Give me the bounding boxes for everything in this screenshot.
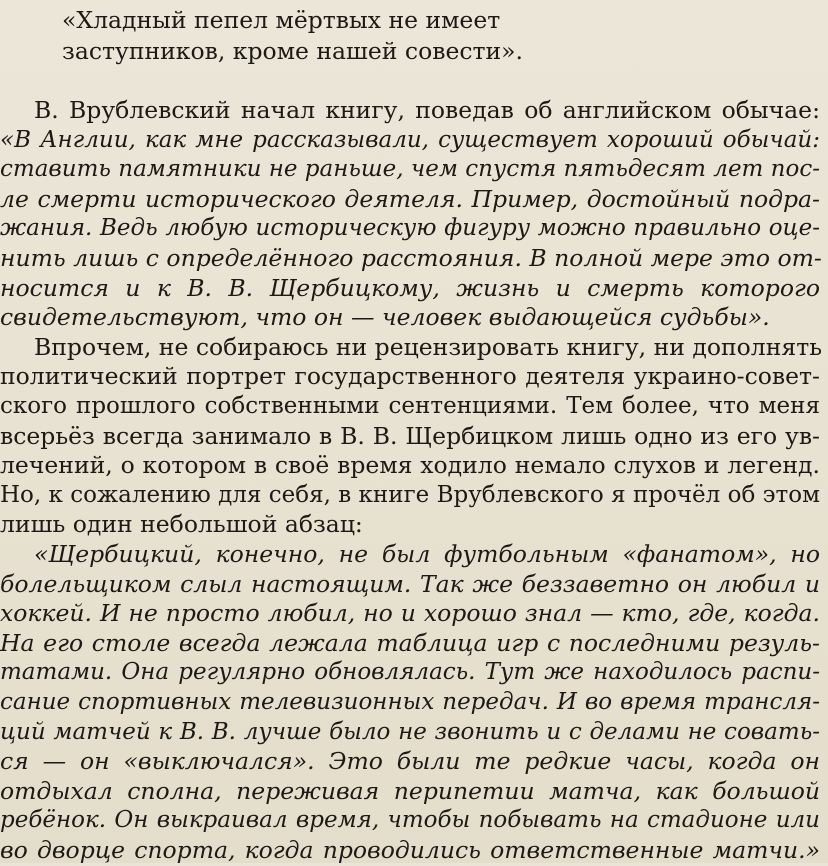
text-line (0, 597, 828, 629)
text-line (0, 242, 828, 274)
text-line-content: заступников, кроме нашей совести». (62, 37, 524, 65)
text-line-content: ле смерти исторического деятеля. Пример, достойный подра- (0, 184, 820, 213)
text-line-content: носится и к В. В. Щербицкому, жизнь и смерть которого (0, 273, 820, 302)
text-line (0, 804, 828, 836)
text-line (0, 301, 828, 333)
text-line-content: во дворце спорта, когда проводились ответственные матчи.» (0, 836, 820, 864)
text-line-content: татами. Она регулярно обновлялась. Тут же находилось распи- (0, 659, 820, 686)
text-line-content: На его столе всегда лежала таблица игр с последними резуль- (0, 628, 820, 657)
text-line (0, 390, 828, 422)
text-line (0, 153, 828, 185)
text-line (0, 360, 828, 392)
text-line (0, 627, 828, 659)
text-line (0, 656, 828, 688)
text-line (0, 775, 828, 807)
text-line-content: хоккей. И не просто любил, но и хорошо знал — кто, где, когда. (0, 599, 820, 628)
text-line-content: сание спортивных телевизионных передач. И во время трансля- (0, 689, 820, 715)
text-line-content: отдыхал сполна, переживая перипетии матча, как большой (0, 776, 820, 805)
text-line (0, 686, 828, 718)
text-line-content: свидетельствуют, что он — человек выдающейся судьбы». (0, 303, 770, 332)
text-line (0, 183, 828, 215)
text-line (0, 745, 828, 777)
text-line-content: ся — он «выключался». Это были те редкие часы, когда он (0, 747, 820, 776)
text-line (0, 94, 828, 126)
text-line-content: ребёнок. Он выкраивал время, чтобы побывать на стадионе или (0, 807, 820, 834)
text-line-content: «Хладный пепел мёртвых не имеет (62, 6, 501, 34)
text-line-content: ского прошлого собственными сентенциями. Тем более, что меня (0, 393, 820, 419)
text-line (0, 716, 828, 748)
text-line (0, 4, 828, 36)
text-line (0, 449, 828, 481)
text-line-content: нить лишь с определённого расстояния. В полной мере это от- (0, 244, 822, 272)
text-line-content: «Щербицкий, конечно, не был футбольным «фанатом», но (34, 540, 820, 568)
text-line (0, 272, 828, 304)
text-line (0, 538, 828, 570)
text-line (0, 331, 828, 363)
text-line (0, 35, 828, 67)
text-line-content: политический портрет государственного деятеля украино-совет- (0, 362, 820, 391)
text-line (0, 420, 828, 452)
text-line-content: всерьёз всегда занимало в В. В. Щербицком лишь одно из его ув- (0, 421, 820, 450)
text-line (0, 568, 828, 600)
text-line (0, 212, 828, 244)
text-line (0, 479, 828, 511)
text-line (0, 834, 828, 866)
text-line-content: ставить памятники не раньше, чем спустя пятьдесят лет пос- (0, 156, 820, 183)
text-line (0, 508, 828, 540)
text-line-content: лишь один небольшой абзац: (0, 510, 363, 539)
text-line-content: болельщиком слыл настоящим. Так же беззаветно он любил и (0, 569, 820, 598)
text-line-content: лечений, о котором в своё время ходило немало слухов и легенд. (0, 451, 820, 480)
text-line (0, 124, 828, 156)
text-line-content: Но, к сожалению для себя, в книге Врублевского я прочёл об этом (0, 481, 820, 508)
text-line-content: ций матчей к В. В. лучше было не звонить и с делами не совать- (0, 718, 820, 745)
text-line-content: В. Врублевский начал книгу, поведав об английском обычае: (34, 96, 820, 124)
text-line-content: Впрочем, не собираюсь ни рецензировать книгу, ни дополнять (34, 332, 823, 361)
text-line-content: жания. Ведь любую историческую фигуру можно правильно оце- (0, 215, 820, 242)
text-line-content: «В Англии, как мне рассказывали, существует хороший обычай: (0, 126, 820, 153)
